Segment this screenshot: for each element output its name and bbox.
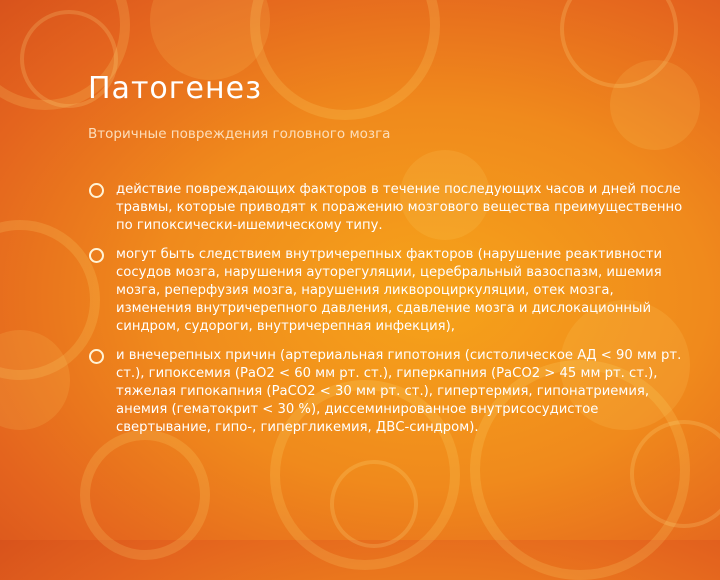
bullet-text: могут быть следствием внутричерепных факторов (нарушение реактивности сосудов мозга, нарушения ауторегуляции, церебральный вазоспазм, ишемия мозга, реперфузия мозга, нарушения ликвороциркуляции, отек мозга, изменения внутричерепного давления, сдавление мозга и дислокационный синдром, судороги, внутричерепная инфекция), [116, 247, 663, 334]
bullet-item [88, 347, 688, 436]
slide-title: Патогенез [88, 71, 263, 106]
circle-bullet-icon [89, 248, 104, 263]
bullet-item [88, 181, 688, 234]
bullet-text: и внечерепных причин (артериальная гипотония (систолическое АД < 90 мм рт. ст.), гипоксемия (РаО2 < 60 мм рт. ст.), гиперкапния (РаСО2 > 45 мм рт. ст.), тяжелая гипокапния (РаСО2 < 30 мм рт. ст.), гипертермия, гипонатриемия, анемия (гематокрит < 30 %), диссеминированное внутрисосудистое свертывание, гипо-, гипергликемия, ДВС-синдром). [116, 348, 682, 435]
circle-bullet-icon [89, 183, 104, 198]
bullet-text: действие повреждающих факторов в течение последующих часов и дней после травмы, которые приводят к поражению мозгового вещества преимущественно по гипоксически-ишемическому типу. [116, 182, 683, 233]
slide-subtitle: Вторичные повреждения головного мозга [88, 126, 391, 142]
circle-bullet-icon [89, 349, 104, 364]
bullet-item [88, 246, 688, 335]
bullet-list [88, 181, 688, 448]
